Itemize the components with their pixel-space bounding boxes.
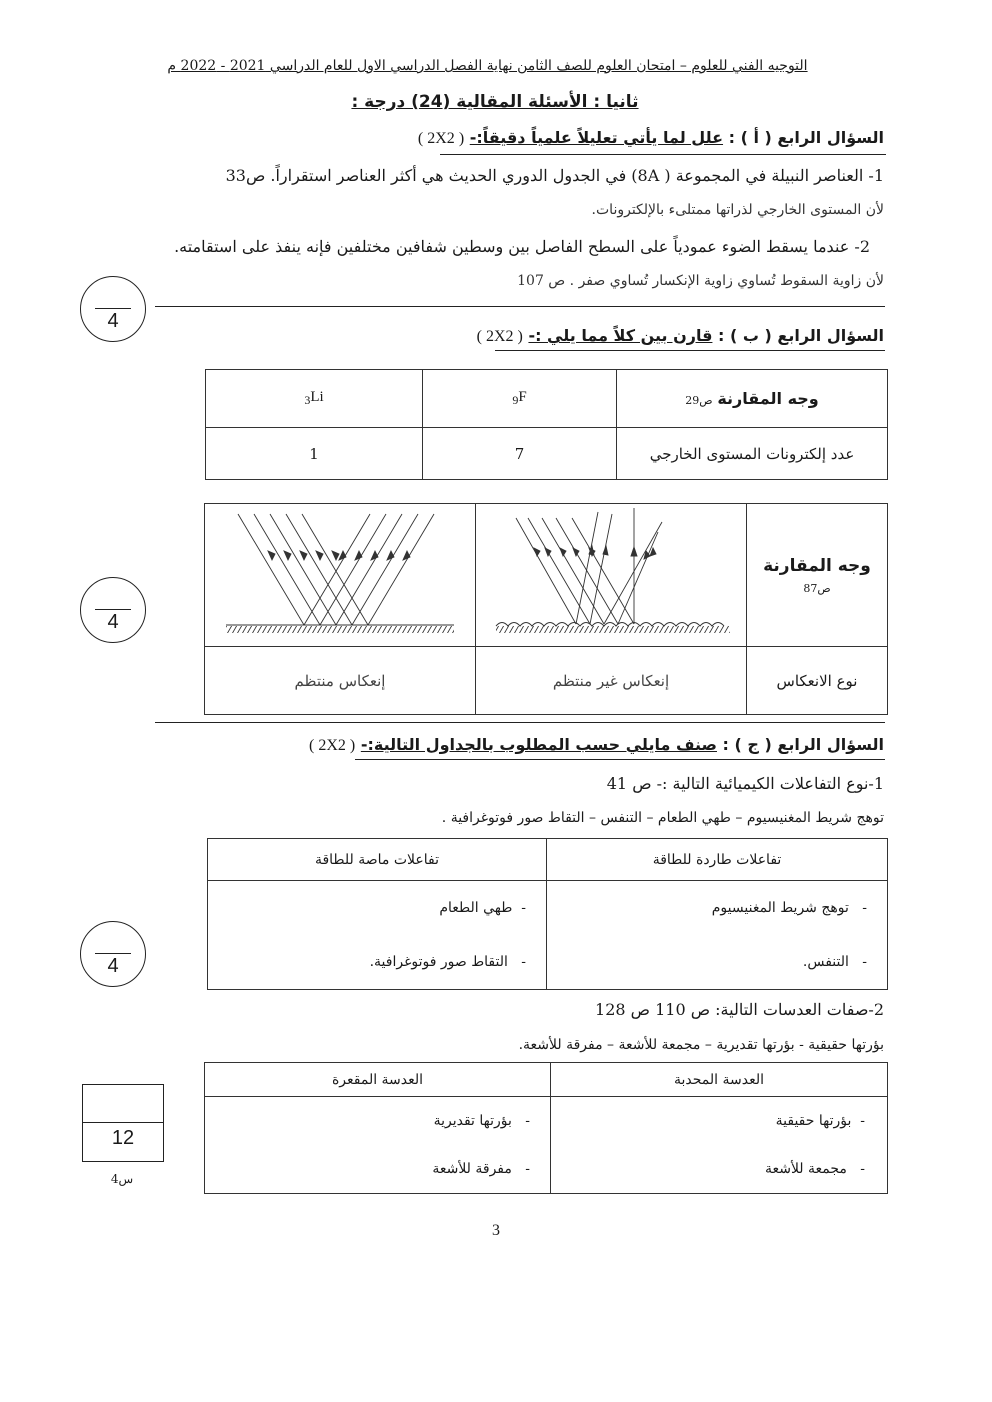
q4a-heading [418,128,884,148]
concave-list [205,1097,551,1194]
col-header-endothermic: تفاعلات ماصة للطاقة [208,839,547,881]
q4a-marks: ( 2X2 ) [417,130,465,147]
q4c-part1-items: توهج شريط المغنيسيوم – طهي الطعام – التنفس – التقاط صور فوتوغرافية . [441,810,884,826]
list-item-text: توهج شريط المغنيسيوم [711,900,849,916]
atomic-number: 3 [304,393,311,407]
q4b-heading [477,326,884,346]
atomic-number: 9 [512,393,519,407]
list-item-text: مفرقة للأشعة [432,1161,512,1177]
list-item: - توهج شريط المغنيسيوم [711,900,867,916]
total-score: 12 [111,1127,135,1149]
page-ref: ص87 [803,581,831,595]
score-divider [95,308,131,309]
q4c-heading-label: السؤال الرابع ( ج ) : [716,735,884,754]
q4c-part1-title: 1-نوع التفاعلات الكيميائية التالية :- ص 41 [606,774,884,793]
q4b-underline [495,350,885,351]
row-label: عدد إلكترونات المستوى الخارجي [617,428,888,480]
list-item: - مفرقة للأشعة [432,1161,530,1177]
list-item-text: التقاط صور فوتوغرافية. [369,954,508,970]
q4a-score-circle [80,276,146,342]
score-divider [95,609,131,610]
q4c-score-circle [80,921,146,987]
table-header-cell [747,504,888,647]
reactions-table [207,838,888,990]
q4b-score: 4 [107,611,119,633]
row-label: نوع الانعكاس [747,647,888,715]
q4a-answer-2: لأن زاوية السقوط تُساوي زاوية الإنكسار تُساوي صفر . ص 107 [517,273,884,289]
q4c-score: 4 [107,955,119,977]
col-header-convex: العدسة المحدبة [551,1063,888,1097]
element-lithium [206,370,423,428]
list-item-text: طهي الطعام [439,900,513,916]
score-divider [95,953,131,954]
total-score-box [82,1084,164,1162]
q4c-underline [355,759,885,760]
endothermic-list [208,881,547,990]
comparison-aspect-label: وجه المقارنة [763,555,871,576]
q4c-heading-task: صنف مايلي حسب المطلوب بالجداول التالية:- [360,735,717,754]
fluorine-value: 7 [423,428,617,480]
regular-reflection-cell [205,504,476,647]
element-symbol: Li [310,389,324,405]
table-header-cell [617,370,888,428]
q4a-question-2: 2- عندما يسقط الضوء عمودياً على السطح الفاصل بين وسطين شفافين مختلفين فإنه ينفذ على استقامته. [174,237,870,256]
q4b-marks: ( 2X2 ) [476,328,523,345]
lithium-value: 1 [206,428,423,480]
page-ref: ص29 [685,394,713,407]
q4b-heading-task: قارن بين كلاً مما يلي :- [528,326,713,345]
comparison-aspect-label: وجه المقارنة [717,389,819,408]
list-item: - مجمعة للأشعة [764,1161,865,1177]
total-label: س4 [110,1172,134,1186]
list-item: - بؤرتها تقديرية [433,1113,530,1129]
col-header-exothermic: تفاعلات طاردة للطاقة [547,839,888,881]
diffuse-reflection-diagram [478,504,744,642]
section-title: ثانيا : الأسئلة المقالية (24) درجة : [351,92,639,112]
q4b-score-circle [80,577,146,643]
q4c-heading [309,735,884,755]
q4a-heading-label: السؤال الرابع ( أ ) : [723,128,884,147]
element-fluorine [423,370,617,428]
element-symbol: F [518,389,527,405]
list-item: - بؤرتها حقيقية [775,1113,865,1129]
q4c-part2-title: 2-صفات العدسات التالية: ص 110 ص 128 [595,1000,884,1019]
list-item-text: بؤرتها حقيقية [775,1113,852,1129]
diffuse-reflection-value: إنعكاس غير منتظم [476,647,747,715]
section-divider [155,722,885,723]
q4a-answer-1: لأن المستوى الخارجي لذراتها ممتلىء بالإلكترونات. [591,202,884,218]
q4c-marks: ( 2X2 ) [309,737,356,754]
q4b-heading-label: السؤال الرابع ( ب ) : [712,326,884,345]
exothermic-list [547,881,888,990]
list-item: - طهي الطعام [439,900,526,916]
lenses-table [204,1062,888,1194]
comparison-table-elements [205,369,888,480]
q4a-heading-task: علل لما يأتي تعليلاً علمياً دقيقاً:- [469,128,724,147]
comparison-table-reflection [204,503,888,715]
regular-reflection-diagram [206,504,474,642]
page-number: 3 [492,1222,500,1239]
regular-reflection-value: إنعكاس منتظم [205,647,476,715]
q4c-part2-items: بؤرتها حقيقية - بؤرتها تقديرية – مجمعة للأشعة – مفرقة للأشعة. [518,1037,884,1053]
convex-list [551,1097,888,1194]
list-item: - التقاط صور فوتوغرافية. [369,954,526,970]
exam-header: التوجيه الفني للعلوم – امتحان العلوم للصف الثامن نهاية الفصل الدراسي الاول للعام الدراسي 2021 - 2022 م [167,58,808,74]
list-item: - التنفس. [802,954,867,970]
section-divider [155,306,885,307]
list-item-text: بؤرتها تقديرية [433,1113,512,1129]
col-header-concave: العدسة المقعرة [205,1063,551,1097]
total-divider [83,1122,163,1123]
q4a-score: 4 [107,310,119,332]
list-item-text: التنفس. [802,954,849,970]
list-item-text: مجمعة للأشعة [764,1161,847,1177]
q4a-underline [440,154,886,155]
q4a-question-1: 1- العناصر النبيلة في المجموعة ( 8A) في الجدول الدوري الحديث هي أكثر العناصر استقراراً. ص33 [225,166,884,185]
diffuse-reflection-cell [476,504,747,647]
